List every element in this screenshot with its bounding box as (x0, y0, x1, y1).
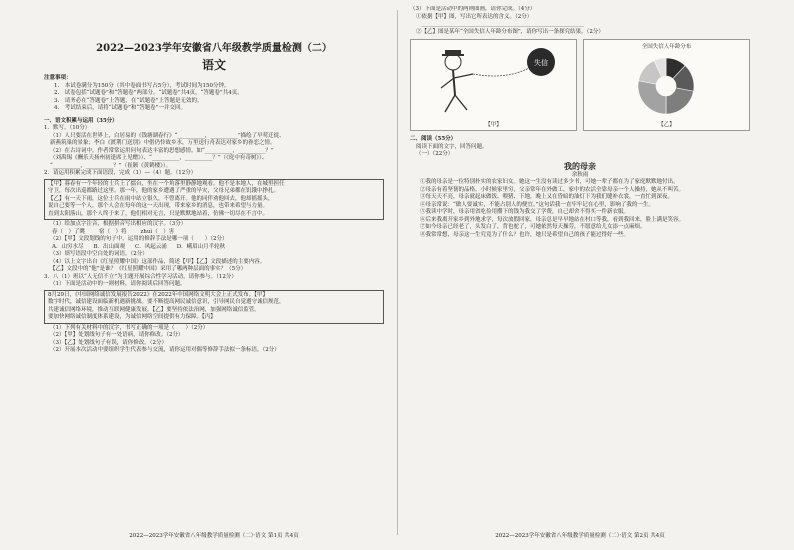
page-footer: 2022—2023学年安徽省八年级教学质量检测（二）·语文 第2页 共4页 (495, 532, 665, 539)
sub-question: （1）下面是活动中的一则材料，请你阅读后回答问题。 (50, 281, 186, 287)
figure-caption: 【甲】 (485, 121, 502, 128)
sub-question: （3）下面是活动中的两则图画，请你完成。（4分） (410, 6, 536, 12)
question-line: （刘禹锡《酬乐天扬州初逢席上见赠》）、“__________，__________？”（《庭中有奇树》）、 (50, 155, 268, 161)
sub-question: （2）开展本次活动中要组织学生代表参与交流，请你运用对偶等修辞手法拟一条标语。（2分） (50, 347, 280, 353)
sub-question: ②【乙】图是某年“全国失信人年龄分布图”，请你写出一条探究结果。（2分） (416, 28, 604, 35)
passage-line: 8月29日，《中国网络诚信发展报告2022》在2022年中国网络文明大会上正式发布。【甲】 (48, 291, 268, 298)
essay-paragraph: ①我的母亲是一位特别朴实的农家妇女。她这一生没有读过多少书，可她一辈子都在为了家庭默默地付出。 (420, 179, 679, 185)
options-row (44, 244, 384, 252)
man-arm-shape (454, 74, 473, 78)
section-heading: 一、语文积累与运用（35分） (44, 117, 118, 124)
option: B．出山面观 (93, 243, 126, 250)
question-head: 2．请运用积累完成下面语段，完成（1）—（4）题。（12分） (44, 170, 197, 176)
passage-box (44, 290, 384, 324)
essay-paragraph: ⑧我常常想，母亲这一生究竟为了什么？也许，她只是希望自己的孩子能过得好一些。 (420, 231, 630, 238)
pinyin-item: zhuì（ ）害 (140, 228, 175, 235)
note-item: 3. 请务必在“答题卷”上答题，在“试题卷”上答题是无效的。 (54, 97, 203, 104)
page-left (44, 6, 384, 542)
essay-paragraph: ④母亲常说：“做人要诚实，不能占别人的便宜。”这句话我一直牢牢记在心里，影响了我的一生。 (420, 201, 654, 208)
sub-question: （4）以上文字出自《红星照耀中国》这部作品，简述【甲】【乙】文段描述的主要内容。 (50, 258, 266, 265)
sub-question: （1）下列有关材料中的汉字，书写正确的一项是（ ）（2分） (50, 324, 209, 331)
passage-line: 要加快网络诚信制度体系建设，为诚信网络空间提供有力保障。【丙】 (48, 314, 216, 320)
question-line: （2）在古诗词中，作者常常运用问句表达丰富的思想感情。如“__________，__________？” (50, 147, 274, 154)
reading-intro: 阅读下面的文字，回答问题。 (416, 143, 488, 150)
pie-title: 全国失信人年龄分布 (641, 44, 692, 50)
balloon-label: 失信 (534, 59, 548, 67)
notes-head: 注意事项： (44, 75, 72, 81)
essay-author: 余秋雨 (571, 171, 589, 178)
man-leg-shape (455, 95, 467, 110)
essay-title: 我的母亲 (564, 160, 596, 171)
figure-caption: 【乙】 (658, 121, 675, 128)
part-heading: （一）（22分） (416, 151, 454, 157)
option: D．峨眉山月半轮秋 (176, 243, 226, 250)
sub-question: ①依据【甲】图，写出它所表达的含义。（2分） (416, 13, 533, 20)
passage-line: 守卫，每次出巡都路过这里。那一年，他的家乡遭遇了严重的旱灾，父母兄弟都在饥饿中挣扎。 (48, 188, 280, 194)
subject-title: 语文 (201, 58, 226, 72)
cartoon-figure (410, 39, 577, 131)
question-line: “__________，__________？”（崔颢《黄鹤楼》）。 (50, 162, 172, 169)
man-body-shape (453, 70, 455, 95)
exam-title: 2022—2023学年安徽省八年级教学质量检测（二） (96, 43, 332, 54)
sub-question: （3）填写语段中空白处的词语。（2分） (50, 251, 148, 257)
option: A．山穷水尽 (52, 243, 84, 250)
sub-question: （3）【乙】处划线句子有误，请你修改。（2分） (50, 339, 168, 346)
pinyin-item: 宿（ ）将 (99, 228, 127, 235)
man-arm-shape (441, 78, 454, 88)
page-divider (397, 10, 398, 535)
man-hat-brim-shape (442, 54, 464, 56)
notes (44, 75, 384, 113)
note-item: 2. 试卷包括“试题卷”和“答题卷”两部分。“试题卷”共4页，“答题卷”共4页。 (54, 90, 243, 96)
option: C．风起云涌 (135, 243, 167, 250)
man-leg-shape (445, 95, 455, 112)
sub-question: （2）【甲】处划线句子有一处语病，请你修改。（2分） (50, 332, 184, 338)
essay-paragraph: ⑤我读中学时，母亲用省吃俭用攒下的钱为我交了学费，自己却舍不得买一件新衣服。 (420, 209, 630, 215)
note-item: 4. 考试结束后，请将“试题卷”和“答题卷”一并交回。 (54, 105, 186, 111)
figures-row (410, 39, 750, 131)
pie-slice (666, 87, 694, 113)
sub-question: （1）给加点字注音，根据拼音写出相应的汉字。（3分） (50, 221, 187, 227)
pinyin-row (44, 229, 384, 237)
answer-line: ___________________________________________________________ (416, 21, 584, 27)
question-line: （1）人只要活在世界上，白居易的《钱塘湖春行》“__________，__________”描绘了早莺迁徙、 (50, 132, 285, 139)
pie-slice (638, 80, 666, 113)
question-head: 3．八（1）班以“人无信不立”为主题开展综合性学习活动，请你参与。（12分） (44, 273, 237, 280)
passage-line: 共建诚信网络环境，推动互联网健康发展。【乙】要坚持依法治网，加强网络诚信监管。 (48, 306, 260, 313)
page-footer: 2022—2023学年安徽省八年级教学质量检测（二）·语文 第1页 共4页 (129, 532, 299, 539)
note-item: 1. 本试卷满分为150分（其中卷面书写占5分），考试时间为150分钟。 (54, 82, 230, 89)
essay-paragraph: ⑦如今母亲已经老了，头发白了，背也驼了，可她依然每天操劳，不愿意给儿女添一点麻烦。 (420, 224, 646, 230)
page-right (410, 6, 750, 542)
passage-line: 直到太阳落山，那个人终于来了，他们相对无言，只是默默地站着，仿佛一切尽在不言中。 (48, 210, 269, 217)
sub-question: （2）【甲】文段划线的句子中，运用的修辞手法是哪一项（ ）（2分） (50, 236, 228, 242)
section-heading: 二、阅读（55分） (410, 136, 457, 142)
pie-figure (583, 39, 750, 131)
pinyin-item: 春（ ）了眺 (52, 228, 86, 235)
passage-line: 【乙】有一天下雨，这位士兵在雨中站立很久，不曾离开。他的同伴劝他回去，他却摇摇头， (48, 195, 274, 202)
pie-chart (584, 52, 749, 122)
passage-line: 【甲】暮春有一个年轻的士兵上了擂台，坐在一个角落里静静地观看。他不是本地人，在城里担任 (48, 180, 285, 187)
passage-line: 说自己要等一个人。那个人会在每年的这一天出现，带来家乡的消息，也带来希望与力量。 (48, 203, 269, 209)
question-head: 1．默写。（10分） (44, 125, 91, 131)
sub-question: 【乙】文段中的“他”是谁？《红星照耀中国》采用了哪两种层面的事实？（5分） (50, 266, 247, 272)
passage-box (44, 179, 384, 221)
cartoon-illustration (411, 40, 576, 124)
man-head-shape (445, 54, 461, 70)
essay-paragraph: ②母亲有着坚韧的品格。小时候家里穷，父亲常年在外做工，家中的农活全靠母亲一个人操持，她从不叫苦。 (420, 186, 685, 193)
passage-line: 数字时代，诚信建设面临新机遇新挑战。要不断提高网民诚信意识，引导网民自觉遵守诚信规范， (48, 299, 285, 305)
essay-paragraph: ③每天天不亮，母亲就起床做饭、喂猪、下地，晚上又在昏暗的油灯下为我们缝补衣裳，一直忙到深夜。 (420, 194, 674, 200)
question-line: 新燕筑巢的景象；李白《渡荆门送别》中借仍怜故乡水，万里送行舟表达对家乡的眷恋之情。 (50, 140, 276, 146)
essay-paragraph: ⑥后来我离开家乡到外地求学，每次放假回家，母亲总是早早地站在村口等我，看到我回来，脸上满是笑容。 (420, 216, 685, 223)
chain-shape (473, 68, 529, 76)
